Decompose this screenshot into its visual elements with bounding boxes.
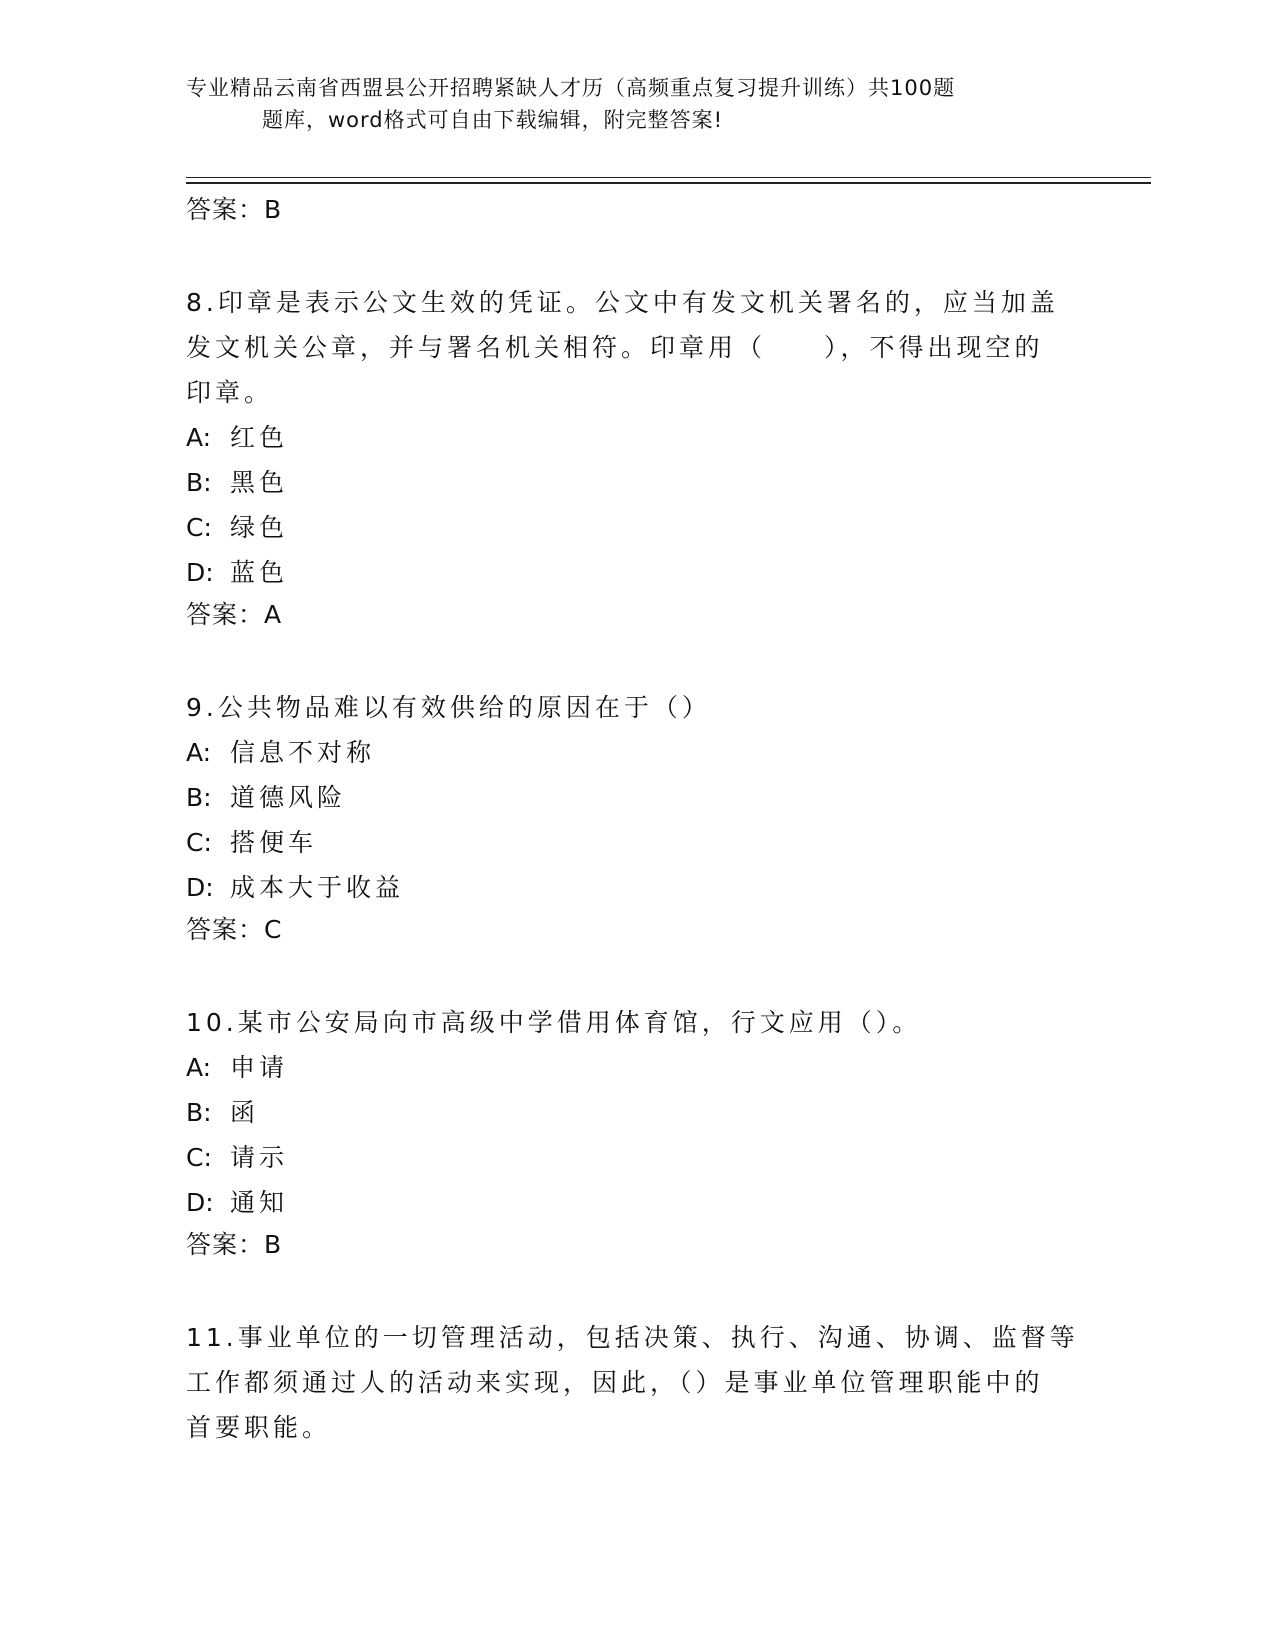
option-a xyxy=(186,1045,1086,1090)
option-text: 成本大于收益 xyxy=(230,873,405,902)
question-text-line: 9.公共物品难以有效供给的原因在于（） xyxy=(186,693,711,722)
option-c xyxy=(186,1135,1086,1180)
spacer xyxy=(186,1265,1086,1315)
option-c xyxy=(186,820,1086,865)
option-text: 请示 xyxy=(230,1143,289,1172)
option-text: 红色 xyxy=(230,423,289,452)
option-text: 函 xyxy=(230,1098,260,1127)
answer-text: 答案：B xyxy=(186,195,283,224)
option-letter: D: xyxy=(186,873,214,902)
option-text: 通知 xyxy=(230,1188,289,1217)
option-letter: D: xyxy=(186,1188,214,1217)
question-text-line: 11.事业单位的一切管理活动，包括决策、执行、沟通、协调、监督等 xyxy=(186,1323,1079,1352)
option-letter: C: xyxy=(186,513,212,542)
option-text: 蓝色 xyxy=(230,558,289,587)
option-letter: D: xyxy=(186,558,214,587)
option-a xyxy=(186,415,1086,460)
answer-text: 答案：C xyxy=(186,915,283,944)
question-text-line: 工作都须通过人的活动来实现，因此，（）是事业单位管理职能中的 xyxy=(186,1368,1044,1397)
answer-line xyxy=(186,1225,1086,1265)
answer-line xyxy=(186,910,1086,950)
option-letter: B: xyxy=(186,1098,212,1127)
answer-text: 答案：B xyxy=(186,1230,283,1259)
question-text-line: 发文机关公章，并与署名机关相符。印章用（ ），不得出现空的 xyxy=(186,333,1044,362)
option-text: 绿色 xyxy=(230,513,289,542)
option-letter: C: xyxy=(186,828,212,857)
option-letter: A: xyxy=(186,423,212,452)
header-divider-thick xyxy=(186,182,1151,184)
header-title-line2: 题库，word格式可自由下载编辑，附完整答案! xyxy=(262,108,724,132)
spacer xyxy=(186,230,1086,280)
option-d xyxy=(186,550,1086,595)
option-text: 申请 xyxy=(230,1053,289,1082)
question-text-line: 10.某市公安局向市高级中学借用体育馆，行文应用（）。 xyxy=(186,1008,922,1037)
page-header xyxy=(186,72,1066,136)
option-b xyxy=(186,460,1086,505)
option-text: 搭便车 xyxy=(230,828,318,857)
option-d xyxy=(186,1180,1086,1225)
option-letter: A: xyxy=(186,1053,212,1082)
spacer xyxy=(186,635,1086,685)
option-text: 道德风险 xyxy=(230,783,347,812)
answer-line xyxy=(186,190,1086,230)
question-text-line: 印章。 xyxy=(186,378,274,407)
question-list xyxy=(186,190,1086,1450)
header-title-line1: 专业精品云南省西盟县公开招聘紧缺人才历（高频重点复习提升训练）共100题 xyxy=(186,76,956,100)
option-text: 信息不对称 xyxy=(230,738,376,767)
question-10 xyxy=(186,1000,1086,1045)
spacer xyxy=(186,950,1086,1000)
option-text: 黑色 xyxy=(230,468,289,497)
option-letter: B: xyxy=(186,468,212,497)
option-b xyxy=(186,775,1086,820)
option-a xyxy=(186,730,1086,775)
option-b xyxy=(186,1090,1086,1135)
option-c xyxy=(186,505,1086,550)
answer-text: 答案：A xyxy=(186,600,283,629)
question-9 xyxy=(186,685,1086,730)
header-divider-thin xyxy=(186,177,1151,178)
option-letter: A: xyxy=(186,738,212,767)
option-letter: B: xyxy=(186,783,212,812)
question-8 xyxy=(186,280,1086,415)
question-text-line: 首要职能。 xyxy=(186,1413,332,1442)
question-11 xyxy=(186,1315,1086,1450)
answer-line xyxy=(186,595,1086,635)
option-d xyxy=(186,865,1086,910)
option-letter: C: xyxy=(186,1143,212,1172)
question-text-line: 8.印章是表示公文生效的凭证。公文中有发文机关署名的，应当加盖 xyxy=(186,288,1059,317)
